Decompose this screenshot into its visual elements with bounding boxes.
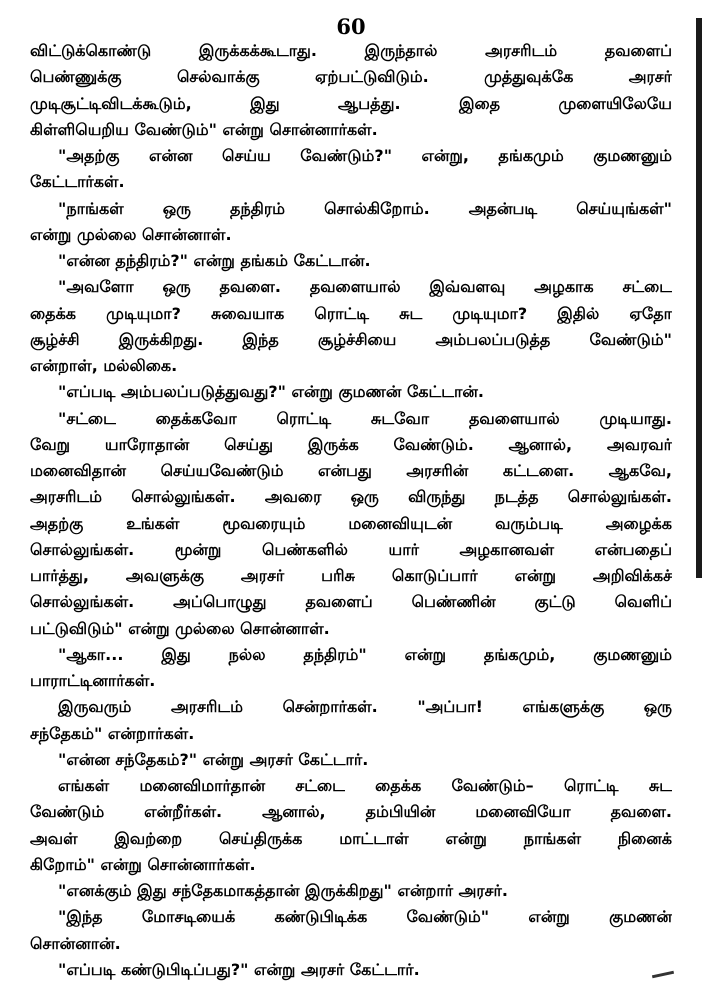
text-line: என்றாள், மல்லிகை. xyxy=(30,356,178,375)
text-line: "அவளோ ஒரு தவளை. தவளையால் இவ்வளவு அழகாக சட்டை xyxy=(58,277,672,297)
text-line: பெண்ணுக்கு செல்வாக்கு ஏற்பட்டுவிடும். முத்துவுக்கே அரசர் xyxy=(30,67,672,87)
text-line: "எப்படி அம்பலப்படுத்துவது?" என்று குமணன் கேட்டான். xyxy=(58,382,484,402)
text-line: அவள் இவற்றை செய்திருக்க மாட்டாள் என்று நாங்கள் நினைக் xyxy=(30,828,672,848)
page-edge-shadow xyxy=(696,18,702,578)
text-line: சொல்லுங்கள். அப்பொழுது தவளைப் பெண்ணின் குட்டு வெளிப் xyxy=(30,592,672,612)
text-line: பட்டுவிடும்" என்று முல்லை சொன்னாள். xyxy=(30,618,330,638)
text-line: தைக்க முடியுமா? சுவையாக ரொட்டி சுட முடியுமா? இதில் ஏதோ xyxy=(30,303,672,323)
text-line: பார்த்து, அவளுக்கு அரசர் பரிசு கொடுப்பார் என்று அறிவிக்கச் xyxy=(30,566,672,585)
text-line: கிள்ளியெறிய வேண்டும்" என்று சொன்னார்கள். xyxy=(30,119,378,139)
text-line: "இந்த மோசடியைக் கண்டுபிடிக்க வேண்டும்" என்று குமணன் xyxy=(58,907,672,927)
text-line: வேறு யாரோதான் செய்து இருக்க வேண்டும். ஆனால், அவரவர் xyxy=(30,434,672,454)
text-line: மனைவிதான் செய்யவேண்டும் என்பது அரசரின் கட்டளை. ஆகவே, xyxy=(30,461,672,480)
text-line: பாராட்டினார்கள். xyxy=(30,671,156,690)
text-line: கேட்டார்கள். xyxy=(30,172,125,192)
text-line: "நாங்கள் ஒரு தந்திரம் சொல்கிறோம். அதன்படி செய்யுங்கள்" xyxy=(58,198,672,218)
text-line: அரசரிடம் சொல்லுங்கள். அவரை ஒரு விருந்து நடத்த சொல்லுங்கள். xyxy=(30,487,672,507)
text-line: வேண்டும் என்றீர்கள். ஆனால், தம்பியின் மனைவியோ தவளை. xyxy=(30,802,672,822)
text-line: "அதற்கு என்ன செய்ய வேண்டும்?" என்று, தங்கமும் குமணனும் xyxy=(58,146,672,165)
text-line: "என்ன தந்திரம்?" என்று தங்கம் கேட்டான். xyxy=(58,251,371,270)
text-line: என்று முல்லை சொன்னாள். xyxy=(30,224,232,244)
text-line: சொல்லுங்கள். மூன்று பெண்களில் யார் அழகானவள் என்பதைப் xyxy=(30,539,672,559)
text-line: "என்ன சந்தேகம்?" என்று அரசர் கேட்டார். xyxy=(58,749,369,769)
text-line: சந்தேகம்" என்றார்கள். xyxy=(30,723,195,743)
text-line: "எப்படி கண்டுபிடிப்பது?" என்று அரசர் கேட்டார். xyxy=(58,959,420,979)
body-text xyxy=(30,38,672,983)
text-line: சொன்னான். xyxy=(30,933,121,953)
text-line: கிறோம்" என்று சொன்னார்கள். xyxy=(30,854,256,874)
text-line: இருவரும் அரசரிடம் சென்றார்கள். "அப்பா! எங்களுக்கு ஒரு xyxy=(58,697,672,717)
text-line: எங்கள் மனைவிமார்தான் சட்டை தைக்க வேண்டும்– ரொட்டி சுட xyxy=(58,776,672,795)
text-line: முடிசூட்டிவிடக்கூடும், இது ஆபத்து. இதை முளையிலேயே xyxy=(30,93,672,113)
text-line: சூழ்ச்சி இருக்கிறது. இந்த சூழ்ச்சியை அம்பலப்படுத்த வேண்டும்" xyxy=(30,329,672,349)
page-number: 60 xyxy=(336,14,366,39)
text-line: அதற்கு உங்கள் மூவரையும் மனைவியுடன் வரும்படி அழைக்க xyxy=(30,513,672,533)
text-line: விட்டுக்கொண்டு இருக்கக்கூடாது. இருந்தால் அரசரிடம் தவளைப் xyxy=(30,41,672,60)
text-line: "ஆகா... இது நல்ல தந்திரம்" என்று தங்கமும், குமணனும் xyxy=(58,644,672,664)
text-line: "சட்டை தைக்கவோ ரொட்டி சுடவோ தவளையால் முடியாது. xyxy=(58,408,672,428)
text-line: "எனக்கும் இது சந்தேகமாகத்தான் இருக்கிறது" என்றார் அரசர். xyxy=(58,881,508,900)
